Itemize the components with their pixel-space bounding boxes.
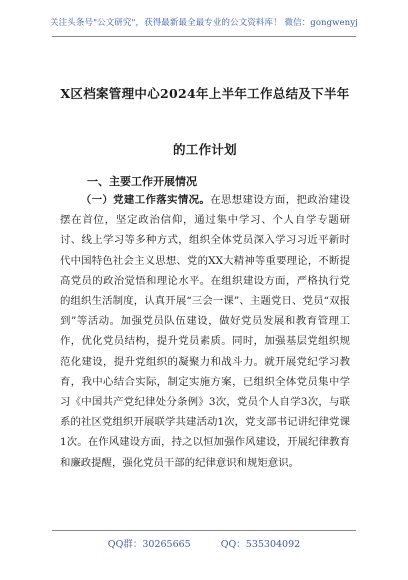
footer-divider xyxy=(52,530,356,531)
document-title: X区档案管理中心2024年上半年工作总结及下半年的工作计划 xyxy=(60,86,350,157)
body-paragraph xyxy=(60,190,350,473)
header-divider xyxy=(52,36,356,37)
footer-qq-group: QQ群：30265665 xyxy=(107,539,191,550)
footer-qq-number: QQ：535304092 xyxy=(220,539,301,550)
section-heading: 一、主要工作开展情况 xyxy=(87,175,197,188)
paragraph-lead: （一）党建工作落实情况。 xyxy=(80,194,211,206)
header-notice: 关注头条号"公文研究"，获得最新最全最专业的公文资料库！ 微信：gongwenyj xyxy=(50,18,358,28)
footer-contact xyxy=(0,536,408,550)
paragraph-body: 在思想建设方面，把政治建设摆在首位，坚定政治信仰，通过集中学习、个人自学专题研讨、线上学习等多种方式，组织全体党员深入学习习近平新时代中国特色社会主义思想、党的XX大精神等重要理论，不断提高党员的政治觉悟和理论水平。在组织建设方面，严格执行党的组织生活制度，认真开展“三会一课”、主题党日、党员“双报到”等活动。加强党员队伍建设，做好党员发展和教育管理工作，优化党员结构，提升党员素质。同时，加强基层党组织规范化建设，提升党组织的凝聚力和战斗力。就开展党纪学习教育，我中心结合实际，制定实施方案，已组织全体党员集中学习《中国共产党纪律处分条例》3次，党员个人自学3次，与联系的社区党组织开展联学共建活动1次，党支部书记讲纪律党课1次。在作风建设方面，持之以恒加强作风建设，开展纪律教育和廉政提醒，强化党员干部的纪律意识和规矩意识。 xyxy=(60,194,350,469)
